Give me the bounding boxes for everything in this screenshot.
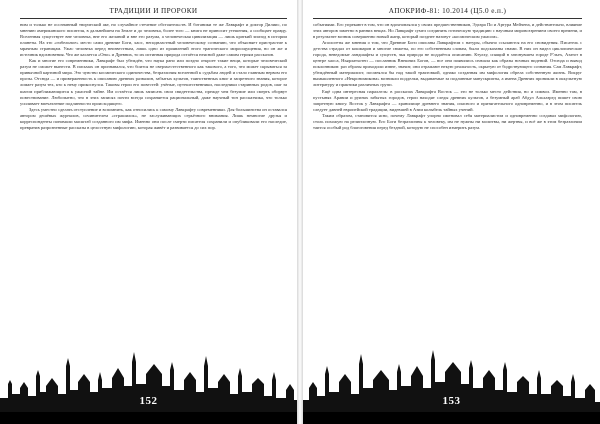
right-paragraph-3: Ещё одна интересная параллель: в рассказах Лавкрафта Восток — это не только место действия, но и символ. Именно там, в пустынях Аравии и руинах забытых городов, герои находят следы древних культов, а безумный араб Абдул Альхазред пишет свою запретную книгу. Восток у Лавкрафта — хранилище древнего знания, опасного и притягательного одновременно, и в этом писатель следует давней европейской традиции, видевшей в Азии колыбель тайных учений. xyxy=(313,88,582,112)
left-running-head: ТРАДИЦИИ И ПРОРОКИ xyxy=(109,7,198,15)
left-page-number: 152 xyxy=(139,395,158,407)
left-paragraph-3: Здесь уместно сделать отступление и вспомнить, как относились к самому Лавкрафту современники. Для большинства он оставался автором дешёвых журналов, сочинителем «страшилок», не заслуживающих серьёзного внимания. Лишь немногие друзья и корреспонденты понимали масштаб созданного им мифа. Именно они после смерти писателя сохранили и опубликовали его наследие, превратив разрозненные рассказы в целостную мифологию, которая живёт и развивается до сих пор. xyxy=(20,106,287,130)
right-page xyxy=(303,0,600,424)
left-paragraph-2: Как и многие его современники, Лавкрафт был убеждён, что наука рано или поздно откроет такие вещи, которые человеческий разум не сможет вынести. В письмах он признавался, что боится не сверхъестественного как такового, а того, что может скрываться за привычной картиной мира. Это чувство космического одиночества, безразличия вселенной к судьбам людей и стало главным нервом его прозы. Отсюда — и приверженность к описанию древних развалин, забытых культов, таинственных книг и запретного знания, которое ломает разум тех, кто к нему прикоснулся. Таковы герои его повестей: учёные, путешественники, наследники старинных родов, шаг за шагом приближающиеся к ужасной тайне. Им остаётся лишь записать свои свидетельства, прежде чем безумие или смерть оборвут повествование. Любопытно, что в этих записях почти всегда сохраняется рациональный, даже научный тон рассказчика, что только усиливает впечатление подлинности происходящего. xyxy=(20,58,287,106)
right-paragraph-1: событиями. Его упрекают в том, что он вдохновлялся у своих предшественников, Эдгара По и Артура Мейчена, и действительно, влияние этих авторов заметно в ранних вещах. Но Лавкрафт сумел соединить готическую традицию с научным мировоззрением своего времени, и в результате возник совершенно новый жанр, который позднее назовут «космическим ужасом». xyxy=(313,22,582,40)
left-paragraph-1: ним и только не осознанный творческий акт, но случайное стечение обстоятельств. И ботаники те же Лавкрафт и доктор Дилиис, по мнению американского писателя, в дальнейшем на Земле и до человека, более того — книга не приносит утешения, а сообщает правду. Вселенная существует вне человека, вне его желаний и вне его разума, а человеческая цивилизация — лишь краткий эпизод в истории планеты. На это «гибельное» место сами древние Боги, хаос, неподвластный человеческому сознанию, что объясняет пристрастие к мрачным страницам. Ужас человека перед неизвестным, лишь одно из проявлений этого трагического мироощущения, но он же и источник вдохновения. Что же касается «Оно» и Древних, то их истинная природа остаётся неясной даже самим героям рассказов. xyxy=(20,22,287,58)
right-header-rule xyxy=(313,18,582,19)
left-page xyxy=(0,0,297,424)
right-city-skyline-illustration xyxy=(303,336,600,424)
right-text-block xyxy=(313,22,582,330)
left-text-block xyxy=(20,22,287,330)
right-running-head: АПОКРИФ-81: 10.2014 (Ц5.0 е.п.) xyxy=(388,7,507,15)
left-city-skyline-illustration xyxy=(0,336,297,424)
right-page-number: 153 xyxy=(442,395,461,407)
right-paragraph-4: Таким образом, становится ясно, почему Лавкрафт упорно именовал себя материалистом и одновременно создавал мифологию, столь похожую на религиозную. Его Боги безразличны к человеку, им не нужны ни молитвы, ни жертвы, и всё же в этом безразличии таится особый род благоговения перед бездной, которую не способен измерить разум. xyxy=(313,112,582,130)
left-header-rule xyxy=(20,18,287,19)
right-paragraph-2: Апологеты же мнения о том, что Древние Боги описаны Лавкрафтом с натуры, обычно ссылаются на его сновидения. Писатель с детства страдал от кошмаров и многие сюжеты, по его собственным словам, были подсказаны снами. В них он видел циклопические города, неведомые ландшафты и существ, чья природа не поддаётся описанию. Ктулху, спящий в затонувшем городе Р'льех, Азатот в центре хаоса, Ньярлатхотеп — посланник Внешних Богов, — все они появились сначала как образы ночных видений. Отсюда и вывод поклонников: раз образы приходили извне, значит, они отражают некую реальность, скрытую от бодрствующего сознания. Сам Лавкрафт, убеждённый материалист, посмеялся бы над такой трактовкой, однако созданная им мифология обрела собственную жизнь. Вокруг вымышленного «Некрономикона» возникли подделки, выдаваемые за подлинные манускрипты, а имена Древних проникли в оккультную литературу и практики различных групп. xyxy=(313,40,582,88)
